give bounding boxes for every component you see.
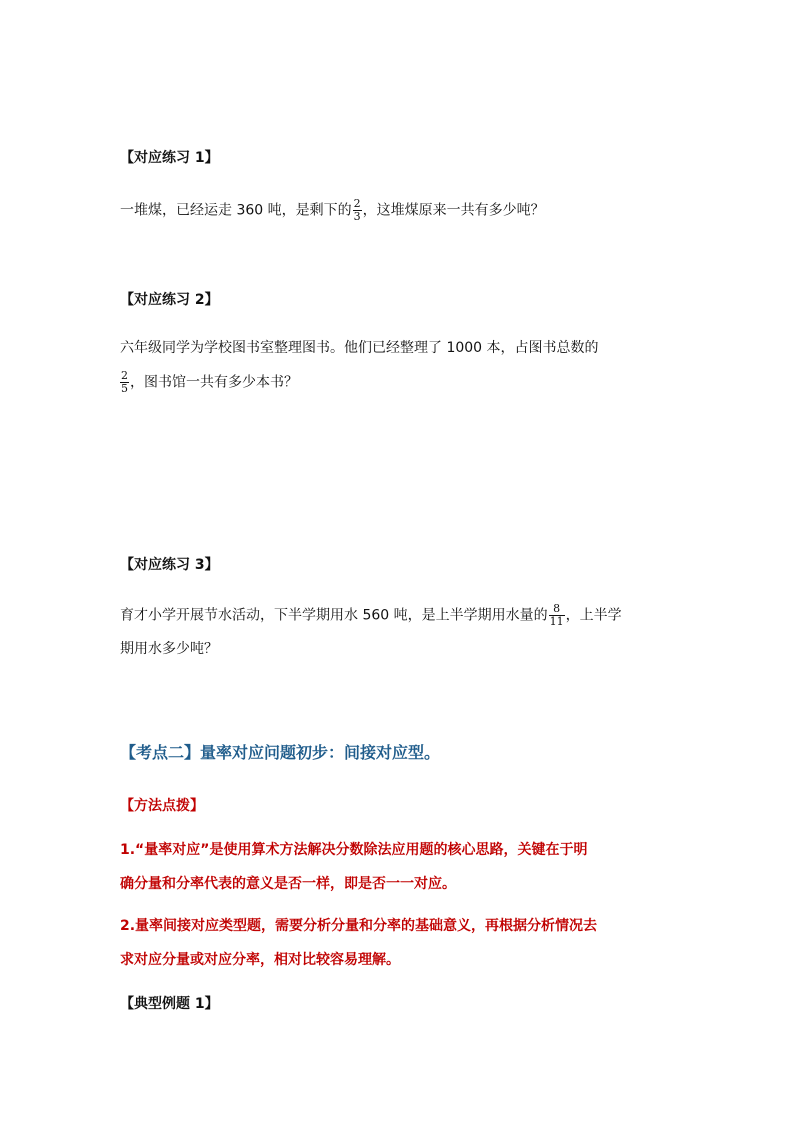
method-heading: 【方法点拨】 [120, 798, 204, 814]
practice-2-question-line-1: 六年级同学为学校图书室整理图书。他们已经整理了 1000 本，占图书总数的 [120, 340, 599, 356]
practice-2-question-line-2 [120, 370, 680, 395]
example-1-heading: 【典型例题 1】 [120, 996, 219, 1012]
practice-3-text-a: 育才小学开展节水活动，下半学期用水 560 吨，是上半学期用水量的 [120, 607, 548, 624]
practice-1-text-b: ，这堆煤原来一共有多少吨？ [362, 202, 545, 219]
fraction-denominator: 11 [549, 615, 564, 628]
practice-1-heading: 【对应练习 1】 [120, 150, 219, 166]
fraction-numerator: 2 [353, 197, 361, 210]
fraction-numerator: 2 [121, 369, 128, 382]
practice-1-text-a: 一堆煤，已经运走 360 吨，是剩下的 [120, 202, 352, 219]
fraction-denominator: 3 [353, 210, 361, 223]
practice-2-heading: 【对应练习 2】 [120, 292, 219, 308]
method-point-2-line-2: 求对应分量或对应分率，相对比较容易理解。 [120, 952, 400, 968]
practice-3-text-b: ，上半学 [565, 607, 622, 624]
practice-3-heading: 【对应练习 3】 [120, 557, 219, 573]
practice-1-fraction [353, 198, 362, 223]
fraction-denominator: 5 [121, 382, 128, 395]
fraction-numerator: 8 [549, 603, 565, 616]
practice-3-question-line-1 [120, 603, 680, 628]
method-point-1-line-2: 确分量和分率代表的意义是否一样，即是否一一对应。 [120, 876, 456, 892]
practice-2-text: ，图书馆一共有多少本书？ [130, 374, 298, 391]
method-point-2-line-1: 2.量率间接对应类型题，需要分析分量和分率的基础意义，再根据分析情况去 [120, 918, 598, 934]
section-title: 【考点二】量率对应问题初步：间接对应型。 [120, 743, 441, 762]
practice-3-fraction [549, 603, 565, 628]
practice-1-question [120, 198, 680, 223]
practice-3-question-line-2: 期用水多少吨？ [120, 641, 218, 657]
practice-2-fraction [120, 370, 129, 395]
method-point-1-line-1: 1.“量率对应”是使用算术方法解决分数除法应用题的核心思路，关键在于明 [120, 842, 588, 858]
